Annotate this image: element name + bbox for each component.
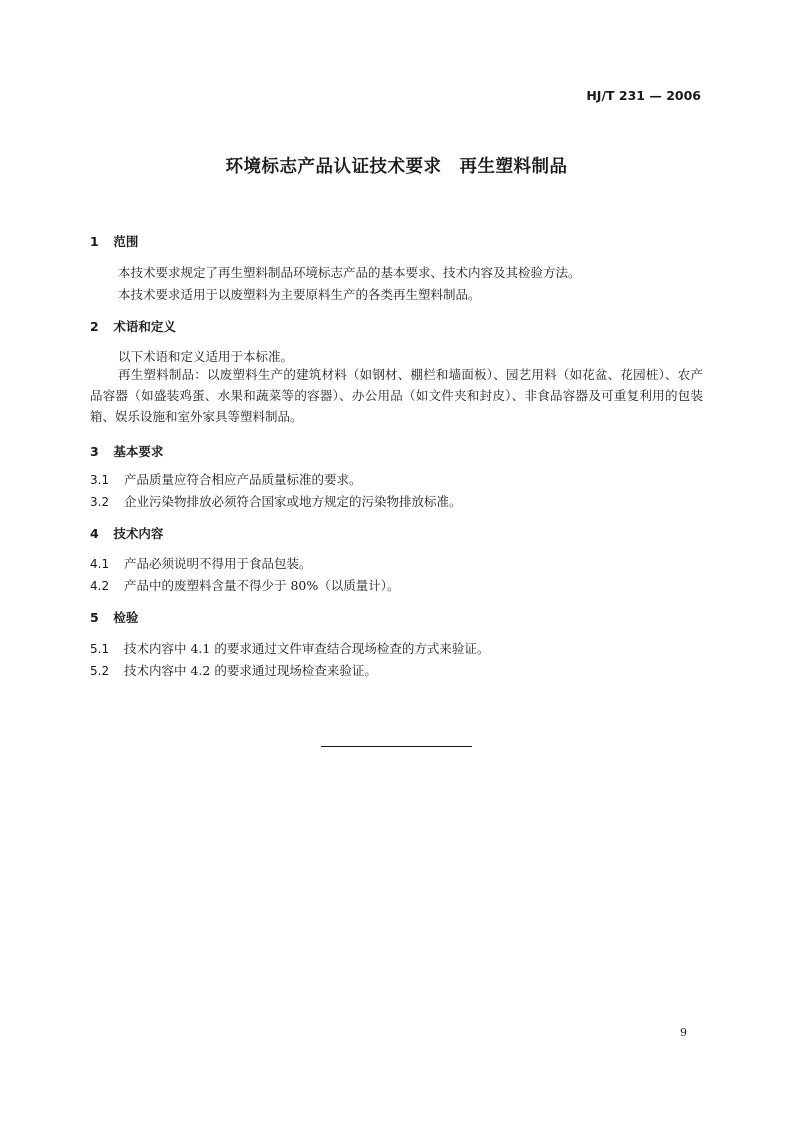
- section-number: 1: [90, 234, 99, 249]
- section-number: 5: [90, 610, 99, 625]
- section-number: 2: [90, 319, 99, 334]
- section-1-paragraph-1: 本技术要求规定了再生塑料制品环境标志产品的基本要求、技术内容及其检验方法。: [118, 265, 581, 280]
- section-5-heading: [90, 608, 138, 626]
- section-4-heading: [90, 524, 163, 542]
- clause-text: 产品必须说明不得用于食品包装。: [124, 556, 312, 571]
- section-2-paragraph-1: 以下术语和定义适用于本标准。: [118, 349, 294, 364]
- section-2-paragraph-2: 再生塑料制品：以废塑料生产的建筑材料（如钢材、棚栏和墙面板）、园艺用料（如花盆、花园桩）、农产品容器（如盛装鸡蛋、水果和蔬菜等的容器）、办公用品（如文件夹和封皮）、非食品容器及可重复利用的包装箱、娱乐设施和室外家具等塑料制品。: [90, 367, 703, 424]
- document-title: 环境标志产品认证技术要求 再生塑料制品: [225, 157, 568, 177]
- section-title: 范围: [113, 234, 139, 249]
- clause-4-2: [90, 576, 400, 594]
- section-1-paragraph-2: 本技术要求适用于以废塑料为主要原料生产的各类再生塑料制品。: [118, 287, 481, 302]
- clause-number: 4.2: [90, 579, 110, 593]
- page-number: 9: [680, 1026, 687, 1039]
- section-2-heading: [90, 317, 176, 335]
- clause-3-1: [90, 470, 362, 488]
- clause-3-2: [90, 492, 462, 510]
- clause-number: 3.2: [90, 495, 110, 509]
- section-3-heading: [90, 442, 163, 460]
- section-title: 基本要求: [113, 444, 164, 459]
- clause-number: 4.1: [90, 557, 110, 571]
- section-number: 3: [90, 444, 99, 459]
- clause-text: 产品中的废塑料含量不得少于 80%（以质量计）。: [124, 578, 400, 593]
- section-number: 4: [90, 526, 99, 541]
- clause-text: 产品质量应符合相应产品质量标准的要求。: [124, 472, 362, 487]
- section-1-heading: [90, 232, 138, 250]
- clause-text: 企业污染物排放必须符合国家或地方规定的污染物排放标准。: [124, 494, 462, 509]
- section-title: 技术内容: [113, 526, 164, 541]
- clause-number: 5.1: [90, 642, 110, 656]
- section-title: 术语和定义: [113, 319, 176, 334]
- clause-number: 5.2: [90, 664, 110, 678]
- clause-text: 技术内容中 4.2 的要求通过现场检查来验证。: [124, 663, 377, 678]
- clause-text: 技术内容中 4.1 的要求通过文件审查结合现场检查的方式来验证。: [124, 641, 490, 656]
- clause-number: 3.1: [90, 473, 110, 487]
- section-title: 检验: [113, 610, 139, 625]
- clause-5-2: [90, 661, 377, 679]
- clause-5-1: [90, 639, 489, 657]
- clause-4-1: [90, 554, 312, 572]
- end-of-document-rule: [321, 746, 472, 747]
- standard-code: HJ/T 231 — 2006: [586, 88, 701, 103]
